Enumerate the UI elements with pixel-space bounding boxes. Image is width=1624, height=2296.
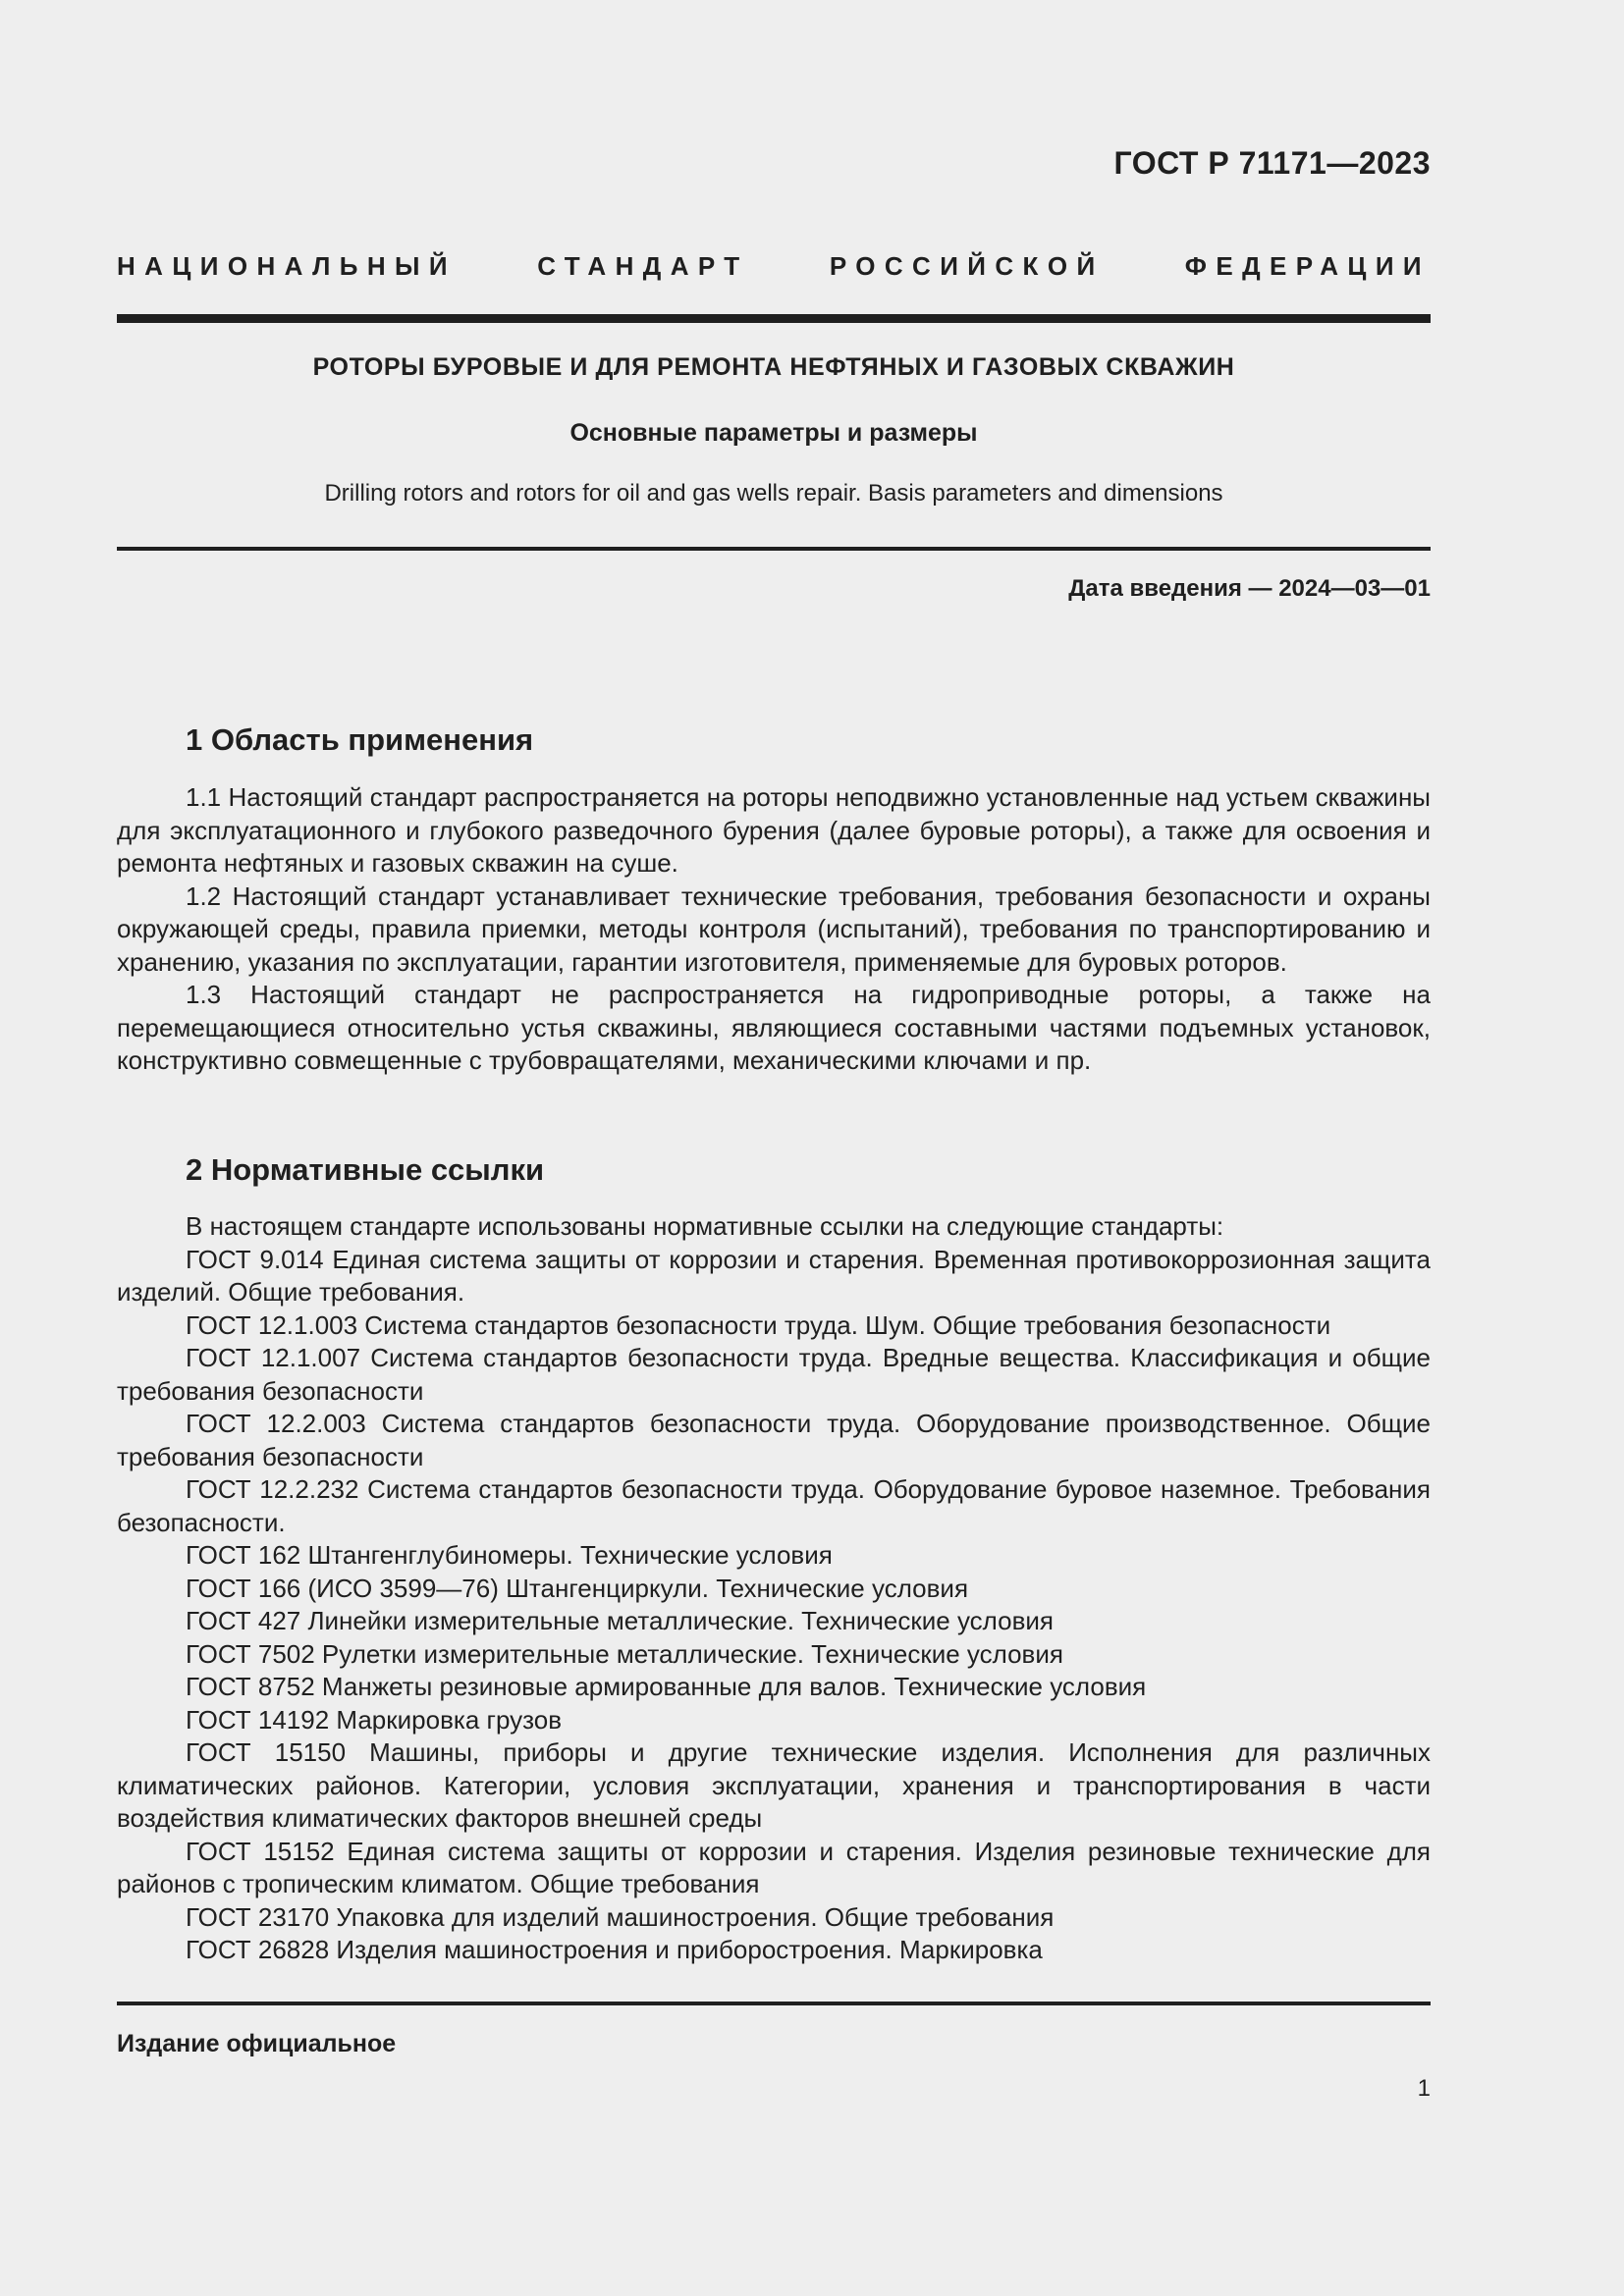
paragraph: 1.3 Настоящий стандарт не распространяется на гидроприводные роторы, а также на перемещающиеся относительно устья скважины, являющиеся составными частями подъемных установок, конструктивно совмещенные с трубовращателями, механическими ключами и пр. [117, 980, 1431, 1075]
header-divider [117, 314, 1431, 323]
section-body-normative-references [117, 1210, 1431, 1967]
reference-item: ГОСТ 166 (ИСО 3599—76) Штангенциркули. Технические условия [186, 1573, 969, 1603]
reference-item: ГОСТ 7502 Рулетки измерительные металлические. Технические условия [186, 1638, 1063, 1669]
reference-item: ГОСТ 162 Штангенглубиномеры. Технические условия [186, 1540, 833, 1570]
reference-item: ГОСТ 15150 Машины, приборы и другие технические изделия. Исполнения для различных климатических районов. Категории, условия эксплуатации, хранения и транспортирования в части воздействия климатических факторов внешней среды [117, 1737, 1431, 1833]
official-edition-label: Издание официальное [117, 2030, 397, 2057]
paragraph: В настоящем стандарте использованы нормативные ссылки на следующие стандарты: [186, 1211, 1224, 1241]
paragraph: 1.1 Настоящий стандарт распространяется на роторы неподвижно установленные над устьем скважины для эксплуатационного и глубокого разведочного бурения (далее буровые роторы), а также для освоения и ремонта нефтяных и газовых скважин на суше. [117, 782, 1431, 878]
reference-item: ГОСТ 12.2.232 Система стандартов безопасности труда. Оборудование буровое наземное. Требования безопасности. [117, 1474, 1431, 1537]
reference-item: ГОСТ 23170 Упаковка для изделий машиностроения. Общие требования [186, 1901, 1055, 1932]
document-code: ГОСТ Р 71171—2023 [1113, 145, 1431, 181]
section-heading-normative-references: 2 Нормативные ссылки [186, 1152, 545, 1187]
reference-item: ГОСТ 12.1.003 Система стандартов безопасности труда. Шум. Общие требования безопасности [186, 1309, 1331, 1340]
footer-divider [117, 2002, 1431, 2005]
introduction-date: Дата введения — 2024—03—01 [1068, 575, 1431, 602]
reference-item: ГОСТ 14192 Маркировка грузов [186, 1704, 563, 1735]
title-divider [117, 547, 1431, 551]
document-subtitle: Основные параметры и размеры [569, 419, 978, 447]
reference-item: ГОСТ 15152 Единая система защиты от коррозии и старения. Изделия резиновые технические для районов с тропическим климатом. Общие требования [117, 1836, 1431, 1898]
reference-item: ГОСТ 427 Линейки измерительные металлические. Технические условия [186, 1606, 1054, 1635]
page-number: 1 [1417, 2075, 1431, 2102]
reference-item: ГОСТ 12.2.003 Система стандартов безопасности труда. Оборудование производственное. Общие требования безопасности [117, 1409, 1431, 1471]
national-standard-banner: НАЦИОНАЛЬНЫЙ СТАНДАРТ РОССИЙСКОЙ ФЕДЕРАЦИИ [117, 251, 1431, 281]
reference-item: ГОСТ 26828 Изделия машиностроения и приборостроения. Маркировка [186, 1935, 1043, 1964]
reference-item: ГОСТ 8752 Манжеты резиновые армированные для валов. Технические условия [186, 1672, 1147, 1701]
section-body-scope [117, 781, 1431, 1078]
reference-item: ГОСТ 12.1.007 Система стандартов безопасности труда. Вредные вещества. Классификация и общие требования безопасности [117, 1343, 1431, 1406]
section-heading-scope: 1 Область применения [186, 722, 534, 757]
paragraph: 1.2 Настоящий стандарт устанавливает технические требования, требования безопасности и охраны окружающей среды, правила приемки, методы контроля (испытаний), требования по транспортированию и хранению, указания по эксплуатации, гарантии изготовителя, применяемые для буровых роторов. [117, 881, 1431, 977]
document-title: РОТОРЫ БУРОВЫЕ И ДЛЯ РЕМОНТА НЕФТЯНЫХ И ГАЗОВЫХ СКВАЖИН [312, 353, 1235, 381]
document-title-english: Drilling rotors and rotors for oil and gas wells repair. Basis parameters and dimensions [324, 480, 1223, 507]
reference-item: ГОСТ 9.014 Единая система защиты от коррозии и старения. Временная противокоррозионная защита изделий. Общие требования. [117, 1244, 1431, 1307]
